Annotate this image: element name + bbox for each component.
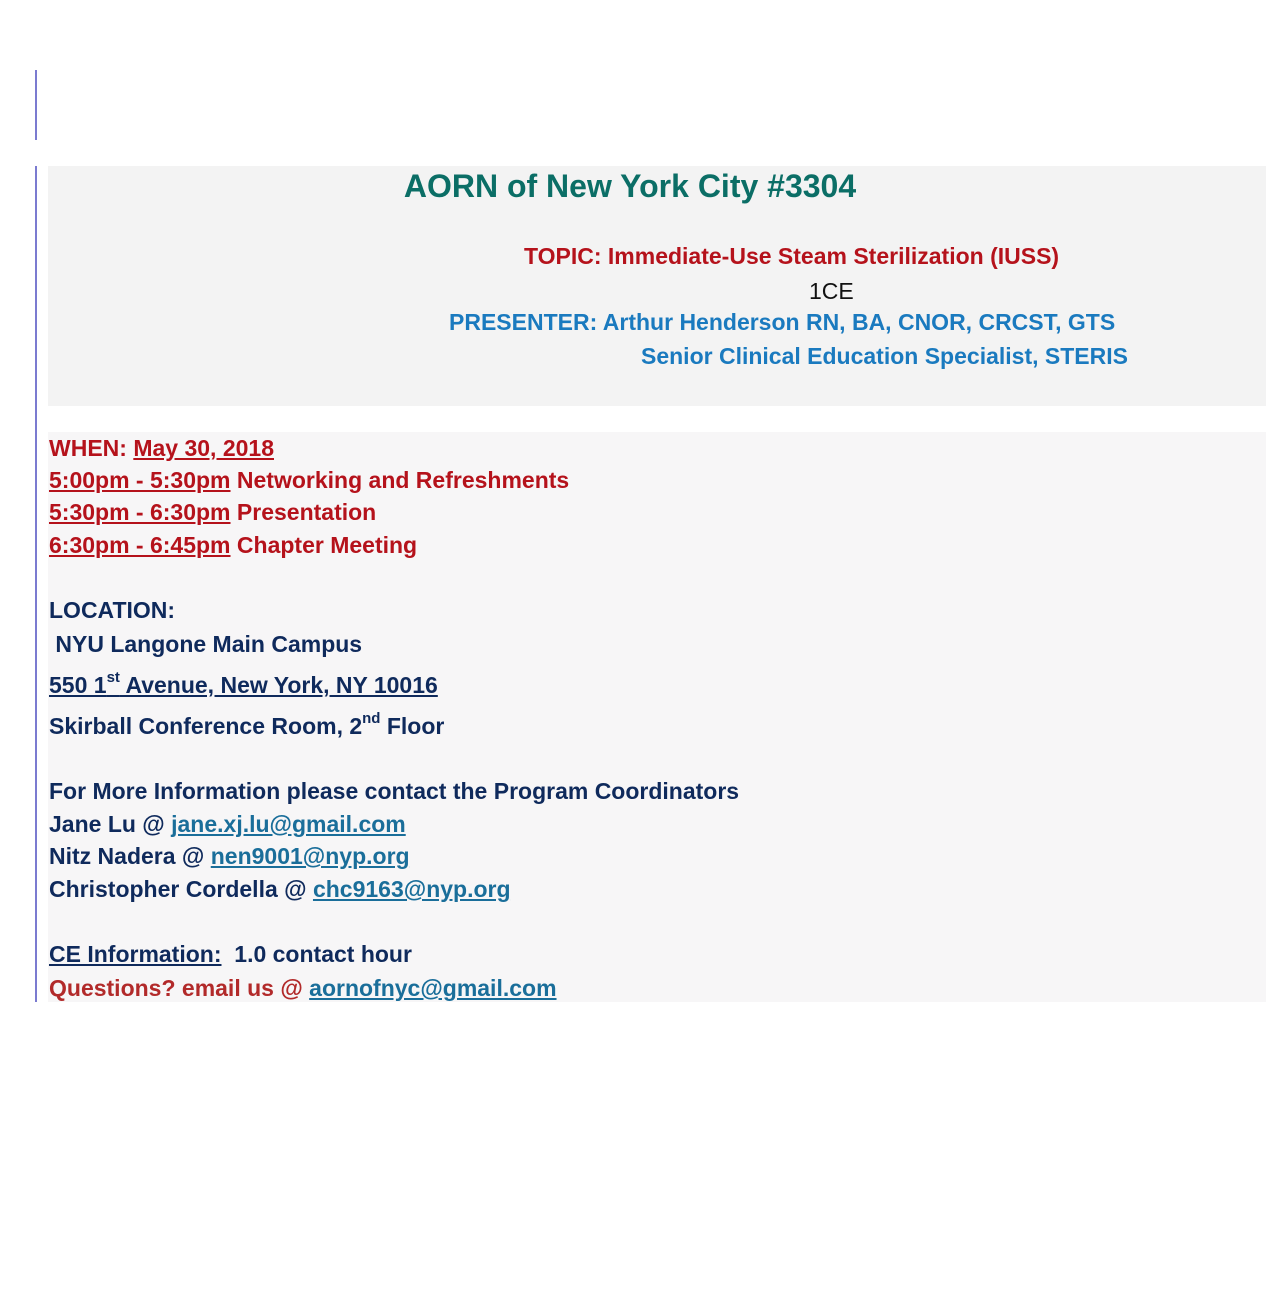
- address-text: 550 1: [49, 672, 107, 698]
- contact-email-link[interactable]: chc9163@nyp.org: [312, 876, 511, 902]
- ce-info-value: 1.0 contact hour: [221, 941, 412, 967]
- quote-bar: [35, 70, 37, 140]
- schedule-item: [49, 467, 569, 493]
- contact-intro: For More Information please contact the Program Coordinators: [49, 778, 740, 804]
- schedule-item: [49, 499, 376, 525]
- schedule-event: Presentation: [230, 499, 377, 525]
- contact-row: [49, 843, 410, 869]
- contact-row: [49, 876, 511, 902]
- when-line: [49, 435, 274, 461]
- schedule-time[interactable]: 5:00pm - 5:30pm: [49, 467, 231, 493]
- schedule-time[interactable]: 5:30pm - 6:30pm: [49, 499, 231, 525]
- questions-line: [49, 975, 557, 1001]
- when-label: WHEN:: [49, 435, 134, 461]
- event-date[interactable]: May 30, 2018: [133, 435, 274, 461]
- questions-label: Questions? email us @: [49, 975, 310, 1001]
- contact-row: [49, 811, 406, 837]
- contact-name: Nitz Nadera @: [49, 843, 211, 869]
- address-text: Avenue, New York, NY 10016: [119, 672, 438, 698]
- room-text: Floor: [380, 713, 445, 739]
- location-address[interactable]: [49, 669, 438, 698]
- event-title: AORN of New York City #3304: [403, 168, 857, 204]
- ce-info-label: CE Information:: [49, 941, 222, 967]
- schedule-item: [49, 532, 417, 558]
- questions-email-link[interactable]: aornofnyc@gmail.com: [309, 975, 557, 1001]
- location-campus: NYU Langone Main Campus: [49, 631, 363, 657]
- room-text: Skirball Conference Room, 2: [49, 713, 363, 739]
- topic-line: TOPIC: Immediate-Use Steam Sterilization (IUSS): [524, 243, 1060, 269]
- presenter-line: PRESENTER: Arthur Henderson RN, BA, CNOR, CRCST, GTS: [449, 309, 1116, 335]
- presenter-title: Senior Clinical Education Specialist, STERIS: [641, 343, 1128, 369]
- location-label: LOCATION:: [49, 597, 176, 623]
- contact-name: Christopher Cordella @: [49, 876, 313, 902]
- contact-name: Jane Lu @: [49, 811, 172, 837]
- schedule-event: Chapter Meeting: [230, 532, 418, 558]
- contact-email-link[interactable]: nen9001@nyp.org: [210, 843, 410, 869]
- ce-info-line: [49, 941, 412, 967]
- ce-credit: 1CE: [809, 278, 854, 304]
- schedule-time[interactable]: 6:30pm - 6:45pm: [49, 532, 231, 558]
- quote-bar: [35, 166, 37, 1002]
- contact-email-link[interactable]: jane.xj.lu@gmail.com: [171, 811, 406, 837]
- address-sup: st: [106, 669, 120, 687]
- room-sup: nd: [362, 710, 381, 728]
- schedule-event: Networking and Refreshments: [230, 467, 570, 493]
- location-room: [49, 710, 445, 739]
